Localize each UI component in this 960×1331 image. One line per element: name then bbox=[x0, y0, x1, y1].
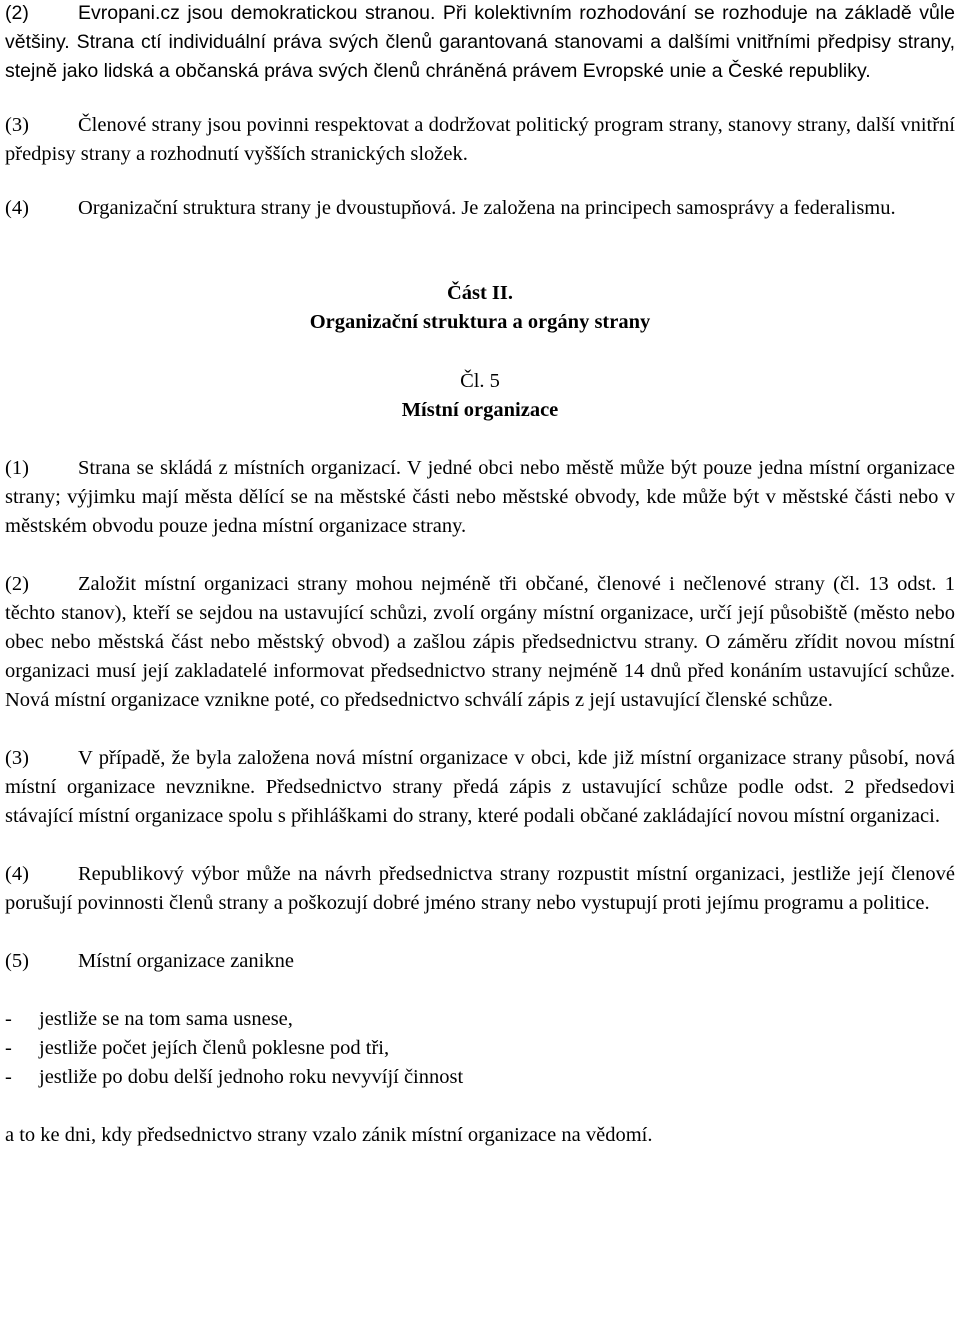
article-number: Čl. 5 bbox=[460, 370, 500, 392]
list-item bbox=[5, 1063, 955, 1092]
document-page bbox=[5, 0, 955, 1150]
paragraph-text: Evropani.cz jsou demokratickou stranou. Při kolektivním rozhodování se rozhoduje na základě vůle většiny. Strana ctí individuální práva svých členů garantovaná stanovami a dalšími vnitřními předpisy strany, stejně jako lidská a občanská práva svých členů chráněná právem Evropské unie a České republiky. bbox=[5, 2, 955, 82]
paragraph-number: (5) bbox=[5, 950, 29, 972]
closing-sentence: a to ke dni, kdy předsednictvo strany vzalo zánik místní organizace na vědomí. bbox=[5, 1124, 653, 1146]
paragraph-1 bbox=[5, 454, 955, 541]
paragraph-number: (1) bbox=[5, 457, 29, 479]
intro-paragraph-2 bbox=[5, 0, 955, 86]
list-item-text: jestliže po dobu delší jednoho roku nevyvíjí činnost bbox=[39, 1066, 464, 1088]
list-item-text: jestliže počet jejích členů poklesne pod tři, bbox=[39, 1037, 390, 1059]
paragraph-3 bbox=[5, 744, 955, 831]
paragraph-number: (3) bbox=[5, 747, 29, 769]
paragraph-text: V případě, že byla založena nová místní organizace v obci, kde již místní organizace strany působí, nová místní organizace nevznikne. Předsednictvo strany předá zápis z ustavující schůze podle odst. 2 předsedovi stávající místní organizace spolu s přihláškami do strany, které podali občané zakládající novou místní organizaci. bbox=[5, 747, 955, 827]
paragraph-number: (2) bbox=[5, 2, 29, 24]
paragraph-number: (3) bbox=[5, 114, 29, 136]
paragraph-4 bbox=[5, 860, 955, 918]
list-item bbox=[5, 1034, 955, 1063]
termination-conditions-list bbox=[5, 1005, 955, 1092]
list-item-text: jestliže se na tom sama usnese, bbox=[39, 1008, 293, 1030]
article-title: Místní organizace bbox=[401, 399, 559, 421]
paragraph-text: Členové strany jsou povinni respektovat a dodržovat politický program strany, stanovy strany, další vnitřní předpisy strany a rozhodnutí vyšších stranických složek. bbox=[5, 114, 955, 165]
paragraph-text: Založit místní organizaci strany mohou nejméně tři občané, členové i nečlenové strany (čl. 13 odst. 1 těchto stanov), kteří se sejdou na ustavující schůzi, zvolí orgány místní organizace, určí její působiště (město nebo obec nebo městská část nebo městský obvod) a zašlou zápis předsednictvu strany. O záměru zřídit novou místní organizaci musí její zakladatelé informovat předsednictvo strany nejméně 14 dnů před konáním ustavující schůze. Nová místní organizace vznikne poté, co předsednictvo schválí zápis z její ustavující členské schůze. bbox=[5, 573, 955, 711]
paragraph-text: Organizační struktura strany je dvoustupňová. Je založena na principech samosprávy a federalismu. bbox=[78, 197, 896, 219]
intro-paragraph-3 bbox=[5, 111, 955, 169]
paragraph-2 bbox=[5, 570, 955, 715]
paragraph-text: Místní organizace zanikne bbox=[78, 950, 294, 972]
list-dash: - bbox=[5, 1066, 12, 1088]
paragraph-5 bbox=[5, 947, 955, 976]
paragraph-number: (2) bbox=[5, 573, 29, 595]
paragraph-text: Republikový výbor může na návrh předsednictva strany rozpustit místní organizaci, jestliže její členové porušují povinnosti členů strany a poškozují dobré jméno strany nebo vystupují proti jejímu programu a politice. bbox=[5, 863, 955, 914]
list-dash: - bbox=[5, 1037, 12, 1059]
intro-paragraph-4 bbox=[5, 194, 955, 223]
paragraph-text: Strana se skládá z místních organizací. V jedné obci nebo městě může být pouze jedna místní organizace strany; výjimku mají města dělící se na městské části nebo městské obvody, kde může být v městské části nebo v městském obvodu pouze jedna místní organizace strany. bbox=[5, 457, 955, 537]
paragraph-number: (4) bbox=[5, 197, 29, 219]
paragraph-number: (4) bbox=[5, 863, 29, 885]
list-dash: - bbox=[5, 1008, 12, 1030]
part-title: Část II. bbox=[446, 282, 514, 304]
part-subtitle: Organizační struktura a orgány strany bbox=[309, 311, 651, 333]
list-item bbox=[5, 1005, 955, 1034]
